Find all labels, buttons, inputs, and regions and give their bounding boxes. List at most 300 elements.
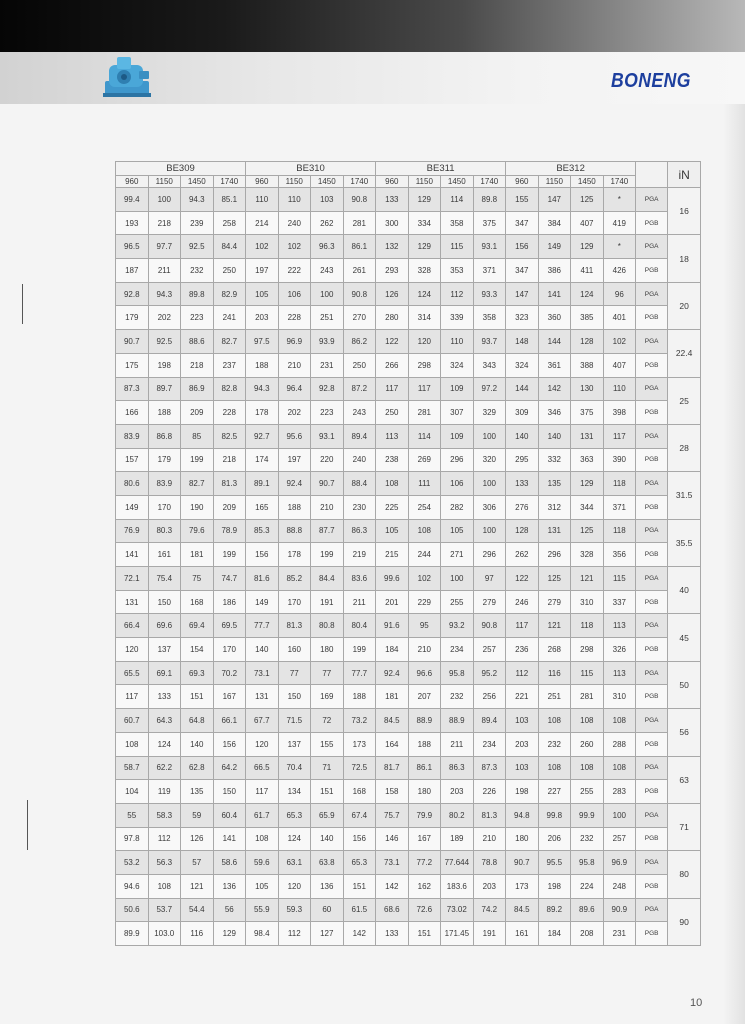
unit-header-empty bbox=[636, 162, 668, 188]
table-cell: 92.4 bbox=[376, 661, 409, 685]
table-cell: 130 bbox=[571, 377, 604, 401]
table-cell: 93.3 bbox=[473, 282, 506, 306]
power-label-gb: PGB bbox=[636, 638, 668, 662]
table-cell: 188 bbox=[148, 401, 181, 425]
page-edge-shade bbox=[723, 104, 745, 1024]
table-cell: 90.7 bbox=[506, 851, 539, 875]
table-cell: 111 bbox=[408, 472, 441, 496]
table-cell: 238 bbox=[376, 448, 409, 472]
table-cell: 94.3 bbox=[181, 188, 214, 212]
table-cell: 92.7 bbox=[246, 424, 279, 448]
table-cell: 231 bbox=[603, 922, 636, 946]
table-cell: 250 bbox=[376, 401, 409, 425]
table-cell: 358 bbox=[473, 306, 506, 330]
table-cell: 270 bbox=[343, 306, 376, 330]
table-cell: 407 bbox=[603, 353, 636, 377]
table-cell: 184 bbox=[538, 922, 571, 946]
table-cell: 156 bbox=[213, 732, 246, 756]
table-cell: 339 bbox=[441, 306, 474, 330]
table-cell: 306 bbox=[473, 495, 506, 519]
table-cell: 312 bbox=[538, 495, 571, 519]
table-row bbox=[116, 472, 701, 496]
table-cell: 75.4 bbox=[148, 567, 181, 591]
ratio-cell: 50 bbox=[668, 661, 701, 708]
table-cell: 221 bbox=[506, 685, 539, 709]
table-cell: 323 bbox=[506, 306, 539, 330]
table-cell: 260 bbox=[571, 732, 604, 756]
table-cell: 281 bbox=[343, 211, 376, 235]
table-cell: 110 bbox=[246, 188, 279, 212]
table-row bbox=[116, 638, 701, 662]
power-label-gb: PGB bbox=[636, 495, 668, 519]
table-cell: 96.5 bbox=[116, 235, 149, 259]
table-cell: 86.8 bbox=[148, 424, 181, 448]
table-cell: 309 bbox=[506, 401, 539, 425]
table-cell: 100 bbox=[441, 567, 474, 591]
speed-header: 960 bbox=[116, 176, 149, 188]
table-cell: 136 bbox=[213, 874, 246, 898]
table-cell: 326 bbox=[603, 638, 636, 662]
power-label-gb: PGB bbox=[636, 353, 668, 377]
table-cell: 241 bbox=[213, 306, 246, 330]
power-label-ga: PGA bbox=[636, 282, 668, 306]
table-cell: 226 bbox=[473, 780, 506, 804]
table-cell: 183.6 bbox=[441, 874, 474, 898]
table-cell: 140 bbox=[246, 638, 279, 662]
table-cell: 102 bbox=[408, 567, 441, 591]
table-cell: 232 bbox=[538, 732, 571, 756]
table-cell: 356 bbox=[603, 543, 636, 567]
table-cell: 251 bbox=[311, 306, 344, 330]
table-cell: 257 bbox=[603, 827, 636, 851]
table-cell: 237 bbox=[213, 353, 246, 377]
table-row bbox=[116, 732, 701, 756]
table-cell: 91.6 bbox=[376, 614, 409, 638]
table-cell: 82.7 bbox=[213, 330, 246, 354]
table-cell: 148 bbox=[506, 330, 539, 354]
table-cell: 93.7 bbox=[473, 330, 506, 354]
table-cell: 314 bbox=[408, 306, 441, 330]
table-cell: 75 bbox=[181, 567, 214, 591]
table-cell: 283 bbox=[603, 780, 636, 804]
table-cell: 79.9 bbox=[408, 803, 441, 827]
table-cell: 127 bbox=[311, 922, 344, 946]
speed-header: 960 bbox=[506, 176, 539, 188]
table-cell: 328 bbox=[408, 259, 441, 283]
speed-header: 1740 bbox=[473, 176, 506, 188]
ratio-cell: 20 bbox=[668, 282, 701, 329]
table-row bbox=[116, 922, 701, 946]
table-cell: 102 bbox=[603, 330, 636, 354]
speed-header: 960 bbox=[246, 176, 279, 188]
table-cell: 210 bbox=[311, 495, 344, 519]
table-cell: 151 bbox=[343, 874, 376, 898]
table-cell: 92.8 bbox=[311, 377, 344, 401]
table-cell: 87.7 bbox=[311, 519, 344, 543]
table-cell: 122 bbox=[376, 330, 409, 354]
table-cell: 149 bbox=[246, 590, 279, 614]
table-cell: 90.8 bbox=[343, 188, 376, 212]
table-cell: 90.7 bbox=[116, 330, 149, 354]
table-cell: 137 bbox=[148, 638, 181, 662]
table-cell: 105 bbox=[376, 519, 409, 543]
table-cell: 142 bbox=[538, 377, 571, 401]
table-cell: 87.3 bbox=[116, 377, 149, 401]
table-cell: 78.8 bbox=[473, 851, 506, 875]
table-cell: 296 bbox=[473, 543, 506, 567]
table-cell: 175 bbox=[116, 353, 149, 377]
table-cell: 77.7 bbox=[246, 614, 279, 638]
table-cell: 128 bbox=[506, 519, 539, 543]
table-cell: 266 bbox=[376, 353, 409, 377]
table-cell: 95.2 bbox=[473, 661, 506, 685]
table-cell: 124 bbox=[408, 282, 441, 306]
table-cell: 108 bbox=[246, 827, 279, 851]
table-cell: 209 bbox=[213, 495, 246, 519]
table-cell: 131 bbox=[538, 519, 571, 543]
table-cell: 117 bbox=[603, 424, 636, 448]
table-cell: 110 bbox=[441, 330, 474, 354]
table-cell: 98.4 bbox=[246, 922, 279, 946]
table-cell: 75.7 bbox=[376, 803, 409, 827]
power-label-gb: PGB bbox=[636, 211, 668, 235]
ratio-cell: 35.5 bbox=[668, 519, 701, 566]
table-cell: 92.4 bbox=[278, 472, 311, 496]
table-cell: 240 bbox=[278, 211, 311, 235]
ratio-cell: 71 bbox=[668, 803, 701, 850]
table-cell: 255 bbox=[571, 780, 604, 804]
table-cell: 102 bbox=[278, 235, 311, 259]
table-cell: 89.2 bbox=[538, 898, 571, 922]
table-cell: 112 bbox=[506, 661, 539, 685]
table-cell: 232 bbox=[441, 685, 474, 709]
table-cell: 59.3 bbox=[278, 898, 311, 922]
table-row bbox=[116, 495, 701, 519]
table-cell: 96.3 bbox=[311, 235, 344, 259]
table-cell: 281 bbox=[571, 685, 604, 709]
power-label-ga: PGA bbox=[636, 709, 668, 733]
table-cell: 363 bbox=[571, 448, 604, 472]
power-label-ga: PGA bbox=[636, 661, 668, 685]
table-cell: 108 bbox=[603, 709, 636, 733]
table-cell: 234 bbox=[473, 732, 506, 756]
table-cell: 97.8 bbox=[116, 827, 149, 851]
table-cell: 73.2 bbox=[343, 709, 376, 733]
table-cell: 64.2 bbox=[213, 756, 246, 780]
table-cell: 133 bbox=[148, 685, 181, 709]
table-cell: 92.8 bbox=[116, 282, 149, 306]
table-cell: 133 bbox=[506, 472, 539, 496]
table-row bbox=[116, 306, 701, 330]
table-cell: 203 bbox=[441, 780, 474, 804]
ratio-cell: 45 bbox=[668, 614, 701, 661]
table-cell: 140 bbox=[538, 424, 571, 448]
table-row bbox=[116, 685, 701, 709]
table-row bbox=[116, 780, 701, 804]
table-cell: 210 bbox=[473, 827, 506, 851]
table-cell: 141 bbox=[213, 827, 246, 851]
table-cell: 188 bbox=[408, 732, 441, 756]
ratio-cell: 56 bbox=[668, 709, 701, 756]
table-cell: 100 bbox=[473, 472, 506, 496]
table-cell: 223 bbox=[311, 401, 344, 425]
table-cell: 73.1 bbox=[376, 851, 409, 875]
table-cell: 181 bbox=[181, 543, 214, 567]
table-cell: 214 bbox=[246, 211, 279, 235]
table-row bbox=[116, 709, 701, 733]
power-label-ga: PGA bbox=[636, 424, 668, 448]
table-cell: 279 bbox=[538, 590, 571, 614]
table-cell: 108 bbox=[148, 874, 181, 898]
table-cell: 87.2 bbox=[343, 377, 376, 401]
table-cell: 281 bbox=[408, 401, 441, 425]
table-cell: 170 bbox=[148, 495, 181, 519]
table-cell: 188 bbox=[343, 685, 376, 709]
table-cell: 82.8 bbox=[213, 377, 246, 401]
table-row bbox=[116, 211, 701, 235]
table-cell: 203 bbox=[473, 874, 506, 898]
table-cell: 388 bbox=[571, 353, 604, 377]
table-cell: 385 bbox=[571, 306, 604, 330]
table-cell: 112 bbox=[441, 282, 474, 306]
table-cell: 85.1 bbox=[213, 188, 246, 212]
table-cell: 161 bbox=[506, 922, 539, 946]
table-cell: 411 bbox=[571, 259, 604, 283]
table-cell: 181 bbox=[376, 685, 409, 709]
table-cell: 89.4 bbox=[473, 709, 506, 733]
table-cell: 103 bbox=[506, 709, 539, 733]
table-row bbox=[116, 543, 701, 567]
table-cell: 296 bbox=[441, 448, 474, 472]
table-row bbox=[116, 614, 701, 638]
table-cell: 229 bbox=[408, 590, 441, 614]
table-cell: 86.2 bbox=[343, 330, 376, 354]
table-cell: 92.5 bbox=[148, 330, 181, 354]
table-cell: 83.9 bbox=[148, 472, 181, 496]
table-cell: 108 bbox=[376, 472, 409, 496]
table-cell: * bbox=[603, 188, 636, 212]
table-cell: 120 bbox=[116, 638, 149, 662]
table-cell: 93.9 bbox=[311, 330, 344, 354]
table-cell: 67.4 bbox=[343, 803, 376, 827]
table-cell: 142 bbox=[376, 874, 409, 898]
table-row bbox=[116, 448, 701, 472]
table-cell: 188 bbox=[278, 495, 311, 519]
table-cell: 95.5 bbox=[538, 851, 571, 875]
table-cell: 100 bbox=[603, 803, 636, 827]
table-cell: 227 bbox=[538, 780, 571, 804]
table-cell: 197 bbox=[278, 448, 311, 472]
table-cell: 69.1 bbox=[148, 661, 181, 685]
table-cell: 97 bbox=[473, 567, 506, 591]
table-cell: 95.8 bbox=[571, 851, 604, 875]
table-cell: 147 bbox=[506, 282, 539, 306]
table-cell: 114 bbox=[408, 424, 441, 448]
table-cell: 279 bbox=[473, 590, 506, 614]
table-cell: 71 bbox=[311, 756, 344, 780]
table-cell: 180 bbox=[408, 780, 441, 804]
table-cell: 371 bbox=[603, 495, 636, 519]
table-cell: 84.5 bbox=[506, 898, 539, 922]
table-cell: 73.1 bbox=[246, 661, 279, 685]
table-cell: 218 bbox=[181, 353, 214, 377]
table-cell: 89.8 bbox=[473, 188, 506, 212]
table-cell: 358 bbox=[441, 211, 474, 235]
table-cell: 69.3 bbox=[181, 661, 214, 685]
table-cell: 108 bbox=[603, 756, 636, 780]
table-cell: 70.2 bbox=[213, 661, 246, 685]
table-cell: 146 bbox=[376, 827, 409, 851]
table-cell: 57 bbox=[181, 851, 214, 875]
table-cell: 60.4 bbox=[213, 803, 246, 827]
table-cell: 115 bbox=[603, 567, 636, 591]
table-cell: 165 bbox=[246, 495, 279, 519]
table-cell: 100 bbox=[311, 282, 344, 306]
table-cell: 157 bbox=[116, 448, 149, 472]
table-cell: 67.7 bbox=[246, 709, 279, 733]
table-cell: 84.5 bbox=[376, 709, 409, 733]
table-cell: 228 bbox=[213, 401, 246, 425]
table-cell: 197 bbox=[246, 259, 279, 283]
table-cell: 280 bbox=[376, 306, 409, 330]
table-cell: 324 bbox=[441, 353, 474, 377]
speed-header: 1450 bbox=[181, 176, 214, 188]
table-cell: 332 bbox=[538, 448, 571, 472]
table-cell: 255 bbox=[441, 590, 474, 614]
table-cell: 199 bbox=[311, 543, 344, 567]
table-cell: 346 bbox=[538, 401, 571, 425]
table-cell: 89.7 bbox=[148, 377, 181, 401]
table-cell: 65.9 bbox=[311, 803, 344, 827]
table-cell: 268 bbox=[538, 638, 571, 662]
table-cell: 220 bbox=[311, 448, 344, 472]
table-cell: 113 bbox=[603, 614, 636, 638]
table-cell: 156 bbox=[506, 235, 539, 259]
table-cell: 90.9 bbox=[603, 898, 636, 922]
ratio-cell: 16 bbox=[668, 188, 701, 235]
table-cell: 199 bbox=[213, 543, 246, 567]
table-row bbox=[116, 756, 701, 780]
table-cell: 129 bbox=[213, 922, 246, 946]
table-cell: 50.6 bbox=[116, 898, 149, 922]
table-cell: 79.6 bbox=[181, 519, 214, 543]
table-cell: 77.2 bbox=[408, 851, 441, 875]
table-cell: 120 bbox=[246, 732, 279, 756]
ratio-cell: 31.5 bbox=[668, 472, 701, 519]
power-label-ga: PGA bbox=[636, 377, 668, 401]
table-cell: 66.1 bbox=[213, 709, 246, 733]
power-label-gb: PGB bbox=[636, 448, 668, 472]
table-cell: 100 bbox=[148, 188, 181, 212]
table-cell: 129 bbox=[408, 235, 441, 259]
speed-header: 1150 bbox=[148, 176, 181, 188]
table-cell: 199 bbox=[181, 448, 214, 472]
power-label-gb: PGB bbox=[636, 685, 668, 709]
table-cell: 116 bbox=[181, 922, 214, 946]
table-row bbox=[116, 567, 701, 591]
table-cell: 141 bbox=[538, 282, 571, 306]
table-cell: 113 bbox=[603, 661, 636, 685]
table-cell: 151 bbox=[408, 922, 441, 946]
table-cell: 80.6 bbox=[116, 472, 149, 496]
ratio-cell: 40 bbox=[668, 567, 701, 614]
table-cell: 64.3 bbox=[148, 709, 181, 733]
speed-header: 1740 bbox=[603, 176, 636, 188]
speed-header: 1150 bbox=[408, 176, 441, 188]
table-cell: 89.1 bbox=[246, 472, 279, 496]
performance-table bbox=[115, 161, 701, 946]
table-cell: 219 bbox=[343, 543, 376, 567]
table-cell: 86.1 bbox=[408, 756, 441, 780]
ratio-cell: 18 bbox=[668, 235, 701, 282]
power-label-gb: PGB bbox=[636, 922, 668, 946]
table-row bbox=[116, 377, 701, 401]
table-cell: 141 bbox=[116, 543, 149, 567]
table-cell: 149 bbox=[538, 235, 571, 259]
table-cell: 95 bbox=[408, 614, 441, 638]
table-cell: 371 bbox=[473, 259, 506, 283]
table-cell: 167 bbox=[408, 827, 441, 851]
table-cell: 179 bbox=[116, 306, 149, 330]
table-cell: 65.3 bbox=[278, 803, 311, 827]
table-cell: 77 bbox=[278, 661, 311, 685]
table-cell: 92.5 bbox=[181, 235, 214, 259]
table-row bbox=[116, 661, 701, 685]
table-cell: 161 bbox=[148, 543, 181, 567]
page-number: 10 bbox=[690, 997, 703, 1009]
table-cell: 230 bbox=[343, 495, 376, 519]
table-row bbox=[116, 424, 701, 448]
table-cell: 58.6 bbox=[213, 851, 246, 875]
table-cell: 243 bbox=[311, 259, 344, 283]
table-cell: 328 bbox=[571, 543, 604, 567]
table-cell: 59 bbox=[181, 803, 214, 827]
table-cell: 124 bbox=[148, 732, 181, 756]
table-cell: 74.2 bbox=[473, 898, 506, 922]
table-cell: 114 bbox=[441, 188, 474, 212]
table-cell: 186 bbox=[213, 590, 246, 614]
margin-mark bbox=[22, 284, 23, 324]
table-cell: 72.5 bbox=[343, 756, 376, 780]
table-cell: 89.8 bbox=[181, 282, 214, 306]
table-cell: 147 bbox=[538, 188, 571, 212]
power-label-gb: PGB bbox=[636, 259, 668, 283]
table-cell: 140 bbox=[506, 424, 539, 448]
table-cell: 298 bbox=[571, 638, 604, 662]
table-cell: 77.644 bbox=[441, 851, 474, 875]
table-cell: 156 bbox=[246, 543, 279, 567]
table-cell: 108 bbox=[571, 756, 604, 780]
table-cell: 53.7 bbox=[148, 898, 181, 922]
table-cell: 133 bbox=[376, 188, 409, 212]
table-cell: 168 bbox=[343, 780, 376, 804]
table-cell: 117 bbox=[376, 377, 409, 401]
table-cell: 232 bbox=[181, 259, 214, 283]
table-cell: 115 bbox=[441, 235, 474, 259]
table-cell: 82.5 bbox=[213, 424, 246, 448]
table-cell: 129 bbox=[571, 472, 604, 496]
table-cell: 96.6 bbox=[408, 661, 441, 685]
table-cell: 218 bbox=[148, 211, 181, 235]
table-row bbox=[116, 851, 701, 875]
table-row bbox=[116, 827, 701, 851]
table-cell: 347 bbox=[506, 211, 539, 235]
table-cell: 250 bbox=[343, 353, 376, 377]
table-cell: 102 bbox=[246, 235, 279, 259]
table-cell: 59.6 bbox=[246, 851, 279, 875]
speed-header: 1150 bbox=[278, 176, 311, 188]
table-cell: 72.6 bbox=[408, 898, 441, 922]
